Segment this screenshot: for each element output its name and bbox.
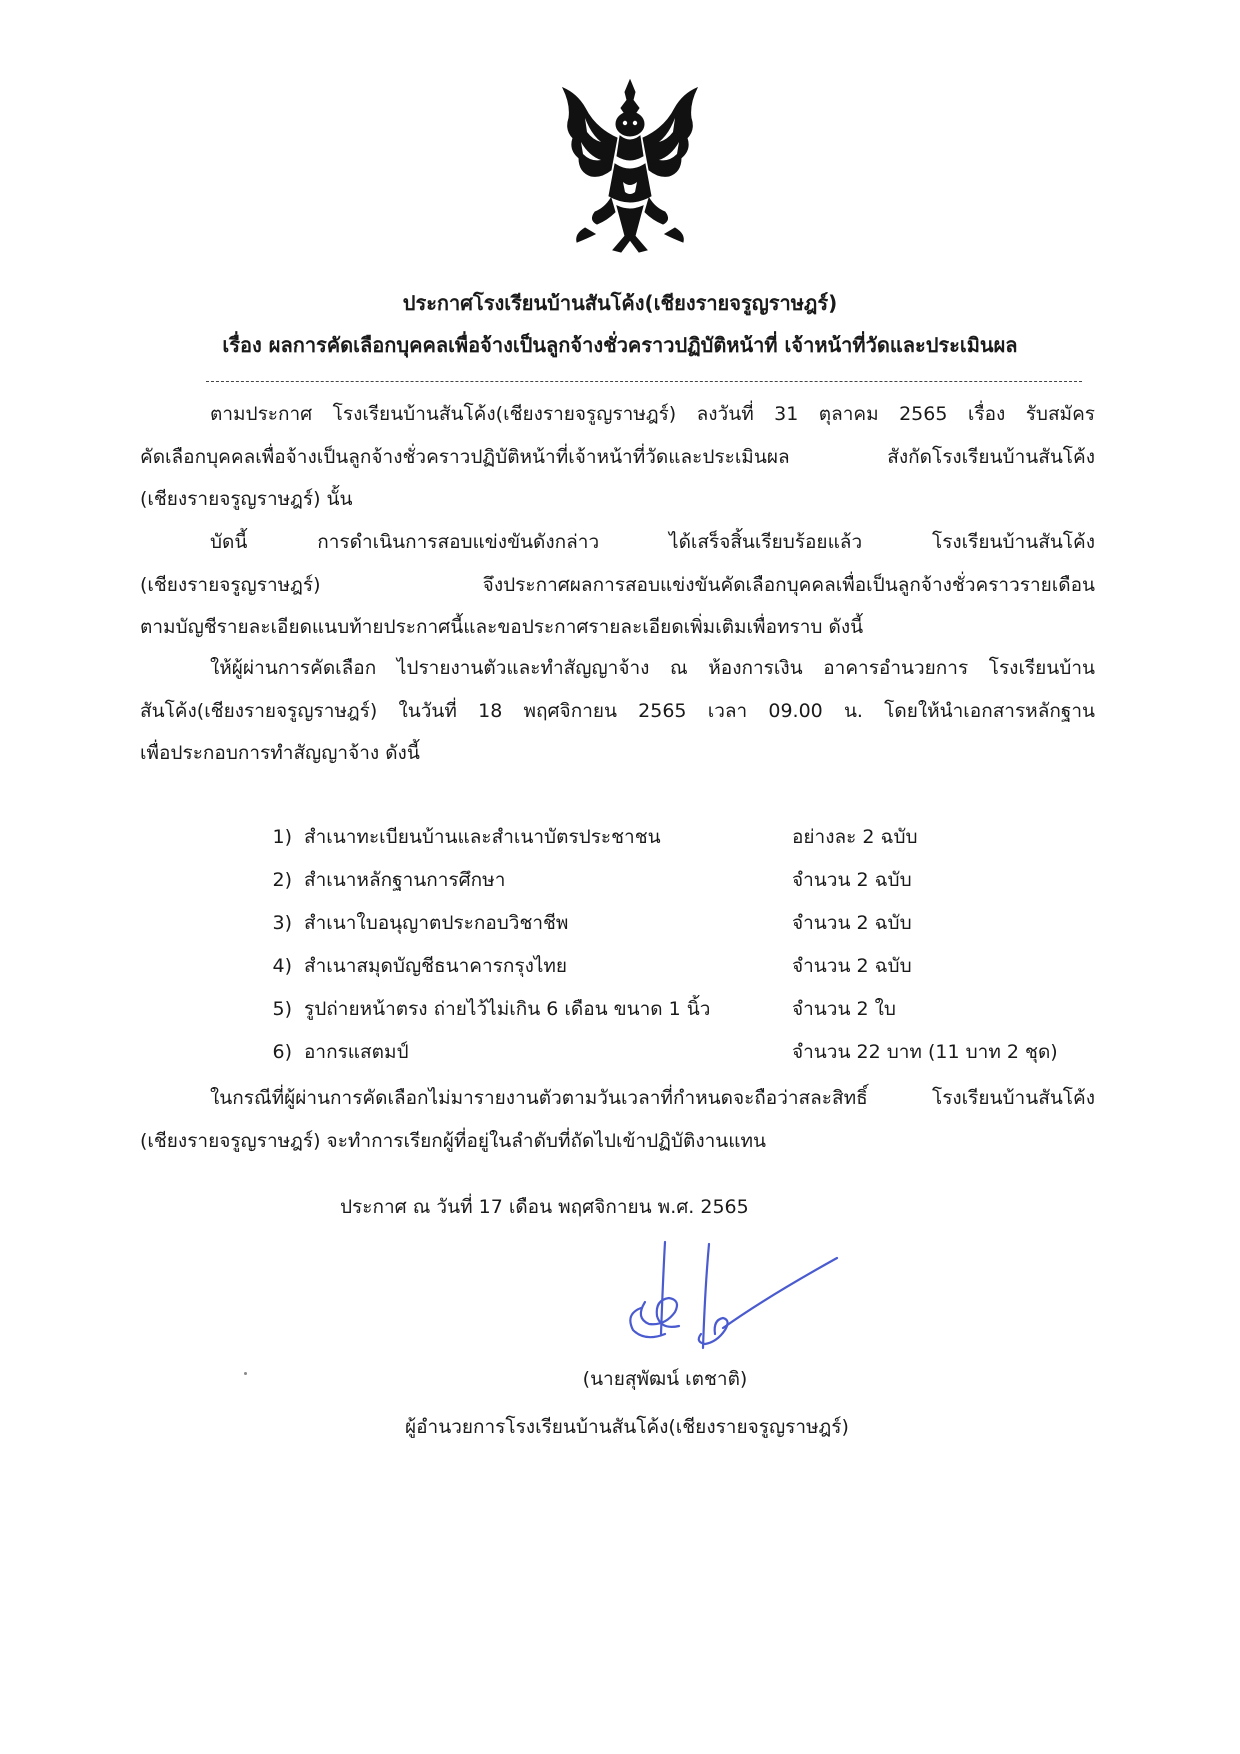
- announcement-heading: [140, 282, 1100, 366]
- list-number: 1): [272, 826, 292, 848]
- paragraph-report-instructions: [140, 647, 1095, 775]
- announcement-subject: เรื่อง ผลการคัดเลือกบุคคลเพื่อจ้างเป็นลูกจ้างชั่วคราวปฏิบัติหน้าที่ เจ้าหน้าที่วัดและประเมินผล: [222, 333, 1018, 357]
- list-number: 6): [272, 1041, 292, 1063]
- document-quantity: จำนวน 22 บาท (11 บาท 2 ชุด): [792, 1041, 1058, 1063]
- paragraph-result: [140, 521, 1095, 649]
- list-item: [262, 1031, 1102, 1074]
- text-line: (เชียงรายจรูญราษฎร์) จะทำการเรียกผู้ที่อยู่ในลำดับที่ถัดไปเข้าปฏิบัติงานแทน: [140, 1129, 767, 1152]
- list-item: [262, 816, 1102, 859]
- document-name: สำเนาทะเบียนบ้านและสำเนาบัตรประชาชน: [304, 826, 661, 848]
- document-quantity: จำนวน 2 ฉบับ: [792, 912, 912, 934]
- list-item: [262, 902, 1102, 945]
- required-documents-list: [262, 816, 1102, 1074]
- signer-title: ผู้อำนวยการโรงเรียนบ้านสันโค้ง(เชียงรายจรูญราษฎร์): [405, 1416, 849, 1438]
- announcement-date: ประกาศ ณ วันที่ 17 เดือน พฤศจิกายน พ.ศ. 2565: [340, 1196, 749, 1218]
- announcement-title: ประกาศโรงเรียนบ้านสันโค้ง(เชียงรายจรูญราษฎร์): [402, 291, 838, 315]
- text-line: (เชียงรายจรูญราษฎร์) นั้น: [140, 488, 353, 510]
- scan-speck: [244, 1372, 247, 1375]
- handwritten-signature: [605, 1238, 845, 1368]
- document-quantity: จำนวน 2 ฉบับ: [792, 869, 912, 891]
- list-number: 3): [272, 912, 292, 934]
- paragraph-forfeit-notice: [140, 1077, 1095, 1162]
- paragraph-reference: [140, 393, 1095, 521]
- text-line: ตามประกาศ โรงเรียนบ้านสันโค้ง(เชียงรายจรูญราษฎร์) ลงวันที่ 31 ตุลาคม 2565 เรื่อง รับสมัคร: [210, 403, 1095, 425]
- document-name: รูปถ่ายหน้าตรง ถ่ายไว้ไม่เกิน 6 เดือน ขนาด 1 นิ้ว: [304, 998, 711, 1020]
- list-item: [262, 945, 1102, 988]
- text-line: (เชียงรายจรูญราษฎร์) จึงประกาศผลการสอบแข่งขันคัดเลือกบุคคลเพื่อเป็นลูกจ้างชั่วคราวรายเดือน: [140, 573, 1095, 596]
- document-quantity: จำนวน 2 ใบ: [792, 998, 896, 1020]
- list-item: [262, 859, 1102, 902]
- list-number: 5): [272, 998, 292, 1020]
- document-name: สำเนาสมุดบัญชีธนาคารกรุงไทย: [304, 955, 568, 977]
- document-name: สำเนาหลักฐานการศึกษา: [304, 869, 506, 891]
- list-item: [262, 988, 1102, 1031]
- text-line: ในกรณีที่ผู้ผ่านการคัดเลือกไม่มารายงานตัวตามวันเวลาที่กำหนดจะถือว่าสละสิทธิ์ โรงเรียนบ้านสันโค้ง: [210, 1087, 1095, 1109]
- document-quantity: อย่างละ 2 ฉบับ: [792, 826, 918, 848]
- text-line: สันโค้ง(เชียงรายจรูญราษฎร์) ในวันที่ 18 พฤศจิกายน 2565 เวลา 09.00 น. โดยให้นำเอกสารหลักฐาน: [140, 699, 1095, 722]
- list-number: 2): [272, 869, 292, 891]
- text-line: บัดนี้ การดำเนินการสอบแข่งขันดังกล่าว ได้เสร็จสิ้นเรียบร้อยแล้ว โรงเรียนบ้านสันโค้ง: [210, 531, 1095, 553]
- text-line: เพื่อประกอบการทำสัญญาจ้าง ดังนี้: [140, 742, 420, 764]
- document-name: อากรแสตมป์: [304, 1041, 409, 1063]
- text-line: ให้ผู้ผ่านการคัดเลือก ไปรายงานตัวและทำสัญญาจ้าง ณ ห้องการเงิน อาคารอำนวยการ โรงเรียนบ้าน: [210, 657, 1095, 679]
- document-quantity: จำนวน 2 ฉบับ: [792, 955, 912, 977]
- list-number: 4): [272, 955, 292, 977]
- text-line: ตามบัญชีรายละเอียดแนบท้ายประกาศนี้และขอประกาศรายละเอียดเพิ่มเติมเพื่อทราบ ดังนี้: [140, 616, 864, 638]
- signer-name: (นายสุพัฒน์ เตชาติ): [582, 1368, 748, 1390]
- text-line: คัดเลือกบุคคลเพื่อจ้างเป็นลูกจ้างชั่วคราวปฏิบัติหน้าที่เจ้าหน้าที่วัดและประเมินผล สังกัดโรงเรียนบ้านสันโค้ง: [140, 445, 1095, 468]
- dashed-divider: [206, 381, 1082, 382]
- document-name: สำเนาใบอนุญาตประกอบวิชาชีพ: [304, 912, 569, 934]
- garuda-emblem-icon: [555, 78, 705, 256]
